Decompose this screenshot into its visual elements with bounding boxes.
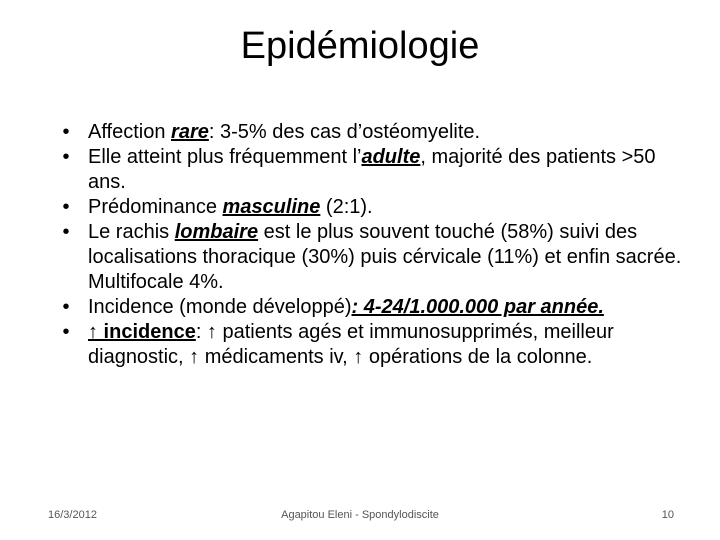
bullet-text: Affection	[88, 121, 172, 143]
footer-date: 16/3/2012	[48, 509, 97, 521]
bullet-emphasis: : 4-24/1.000.000 par année.	[351, 296, 604, 318]
bullet-item-hausse-incidence	[56, 320, 686, 370]
bullet-text: Prédominance	[88, 196, 223, 218]
slide-title: Epidémiologie	[240, 25, 480, 67]
bullet-text: : ↑ patients agés et immunosupprimés, meilleur diagnostic, ↑ médicaments iv, ↑ opérations de la colonne.	[88, 321, 614, 368]
bullet-icon: •	[62, 196, 70, 218]
bullet-text: Elle atteint plus fréquemment l’	[88, 146, 362, 168]
bullet-text: Incidence (monde développé)	[88, 296, 352, 318]
bullet-icon: •	[62, 221, 70, 243]
bullet-emphasis: rare	[171, 121, 209, 143]
bullet-item-lombaire	[56, 220, 686, 295]
bullet-text: : 3-5% des cas d’ostéomyelite.	[208, 121, 481, 143]
bullet-text: (2:1).	[320, 196, 373, 218]
bullet-text: est le plus souvent touché (58%) suivi des localisations thoracique (30%) puis cérvicale (11%) et enfin sacrée. Multifocale 4%.	[88, 221, 682, 293]
bullet-emphasis: ↑ incidence	[88, 321, 196, 343]
bullet-list	[56, 120, 686, 370]
footer-author: Agapitou Eleni - Spondylodiscite	[281, 509, 439, 521]
bullet-icon: •	[62, 296, 70, 318]
bullet-emphasis: lombaire	[174, 221, 259, 243]
footer-page-number: 10	[661, 509, 674, 521]
bullet-item-masculine	[56, 195, 686, 220]
bullet-icon: •	[62, 121, 70, 143]
bullet-icon: •	[62, 321, 70, 343]
bullet-text: , majorité des patients >50 ans.	[88, 146, 656, 193]
bullet-item-adulte	[56, 145, 686, 195]
bullet-icon: •	[62, 146, 70, 168]
bullet-text: Le rachis	[88, 221, 175, 243]
bullet-emphasis: masculine	[222, 196, 321, 218]
bullet-item-rare	[56, 120, 686, 145]
bullet-item-incidence	[56, 295, 686, 320]
bullet-emphasis: adulte	[361, 146, 421, 168]
